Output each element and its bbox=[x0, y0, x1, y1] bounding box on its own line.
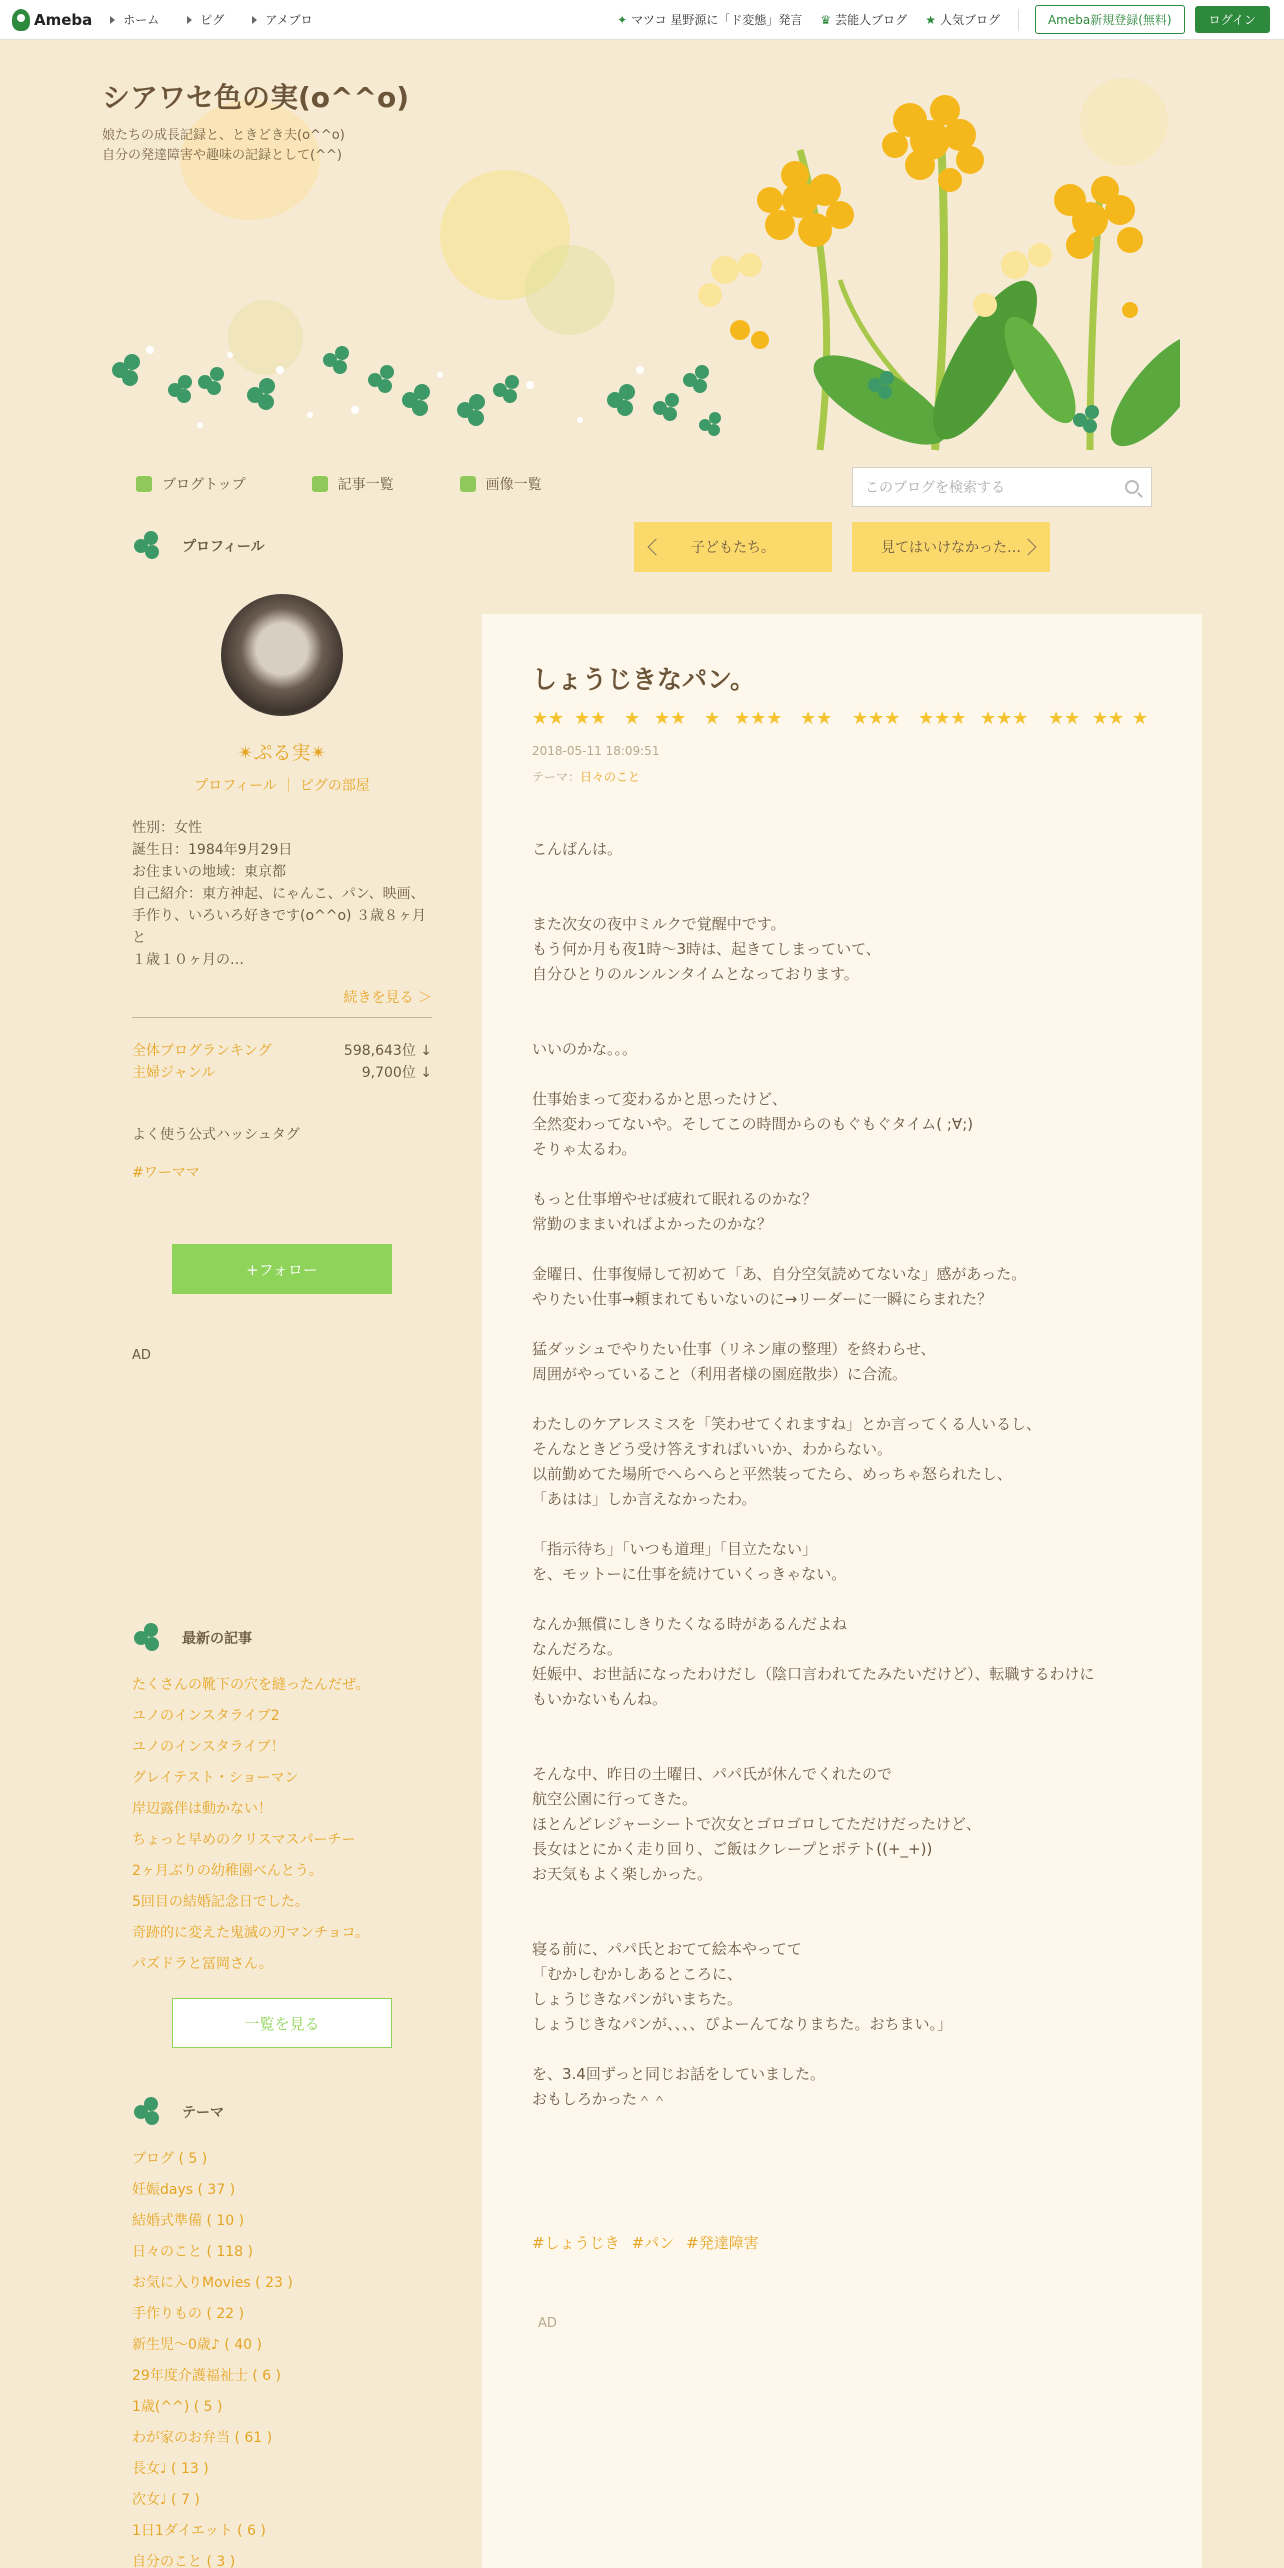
star-icon: ★ bbox=[925, 12, 936, 27]
crown-icon: ♛ bbox=[820, 12, 832, 27]
hashtag-link[interactable]: #しょうじき bbox=[532, 2234, 620, 2252]
prev-entry-button[interactable] bbox=[634, 522, 832, 572]
article-theme bbox=[532, 768, 1152, 785]
ameba-topbar bbox=[0, 0, 1284, 40]
article-title[interactable]: しょうじきなパン。 bbox=[532, 665, 756, 694]
profile-name[interactable]: ✴︎ぷる実✴︎ bbox=[237, 742, 327, 764]
blog-top-link[interactable] bbox=[136, 474, 246, 494]
article bbox=[482, 614, 1202, 2568]
chevron-left-icon bbox=[648, 539, 665, 556]
theme-link[interactable]: ブログ ( 5 ) bbox=[132, 2151, 208, 2167]
popular-blog-link[interactable] bbox=[925, 11, 1000, 28]
document-icon bbox=[136, 476, 152, 492]
profile-info-line: １歳１０ヶ月の… bbox=[132, 952, 244, 968]
ranking-overall-value: 598,643位 ↓ bbox=[343, 1043, 432, 1059]
top-right-links bbox=[599, 5, 1270, 34]
blog-top-label: ブログトップ bbox=[162, 477, 246, 493]
news-link-label: マツコ 星野源に「ド変態」発言 bbox=[631, 13, 803, 27]
next-entry-label: 見てはいけなかった… bbox=[881, 540, 1021, 556]
theme-link[interactable]: 妊娠days ( 37 ) bbox=[132, 2182, 236, 2198]
hashtag-link[interactable]: #発達障害 bbox=[686, 2234, 759, 2252]
profile-info-line: お住まいの地域：東京都 bbox=[132, 864, 286, 880]
ranking-overall-link[interactable]: 全体ブログランキング bbox=[132, 1043, 272, 1059]
next-entry-button[interactable] bbox=[852, 522, 1050, 572]
recent-entry-link[interactable]: 2ヶ月ぶりの幼稚園べんとう。 bbox=[132, 1863, 323, 1879]
profile-info-line: 誕生日：1984年9月29日 bbox=[132, 842, 293, 858]
profile-info-line: 手作り、いろいろ好きです(o^^o) ３歳８ヶ月と bbox=[132, 908, 426, 946]
profile-info bbox=[132, 817, 432, 971]
celebrity-blog-label: 芸能人ブログ bbox=[835, 13, 908, 27]
ranking-overall bbox=[132, 1040, 432, 1060]
article-hashtags bbox=[532, 2232, 771, 2253]
ameba-logo[interactable] bbox=[12, 9, 92, 31]
theme-link[interactable]: 自分のこと ( 3 ) bbox=[132, 2554, 236, 2568]
ranking-genre-link[interactable]: 主婦ジャンル bbox=[132, 1065, 216, 1081]
profile-heading bbox=[132, 528, 432, 564]
celebrity-blog-link[interactable] bbox=[820, 11, 907, 28]
recent-entry-link[interactable]: グレイテスト・ショーマン bbox=[132, 1770, 299, 1786]
news-link[interactable] bbox=[617, 11, 802, 28]
article-theme-label: テーマ： bbox=[532, 770, 581, 784]
themes-list bbox=[132, 2148, 432, 2568]
search-placeholder: このブログを検索する bbox=[865, 480, 1005, 496]
sidebar-ad-label: AD bbox=[132, 1348, 151, 1363]
ranking-genre bbox=[132, 1062, 432, 1082]
themes-heading-label: テーマ bbox=[182, 2105, 224, 2121]
star-divider: ★★ ★★ ★ ★★ ★ ★★★ ★★ ★★★ ★★★ ★★★ ★★ ★★ ★ bbox=[532, 708, 1149, 729]
divider bbox=[1018, 9, 1019, 31]
register-button[interactable]: Ameba新規登録(無料) bbox=[1035, 5, 1185, 34]
login-button[interactable]: ログイン bbox=[1195, 6, 1270, 33]
avatar[interactable] bbox=[221, 594, 343, 716]
sidebar bbox=[132, 528, 432, 1363]
view-all-entries-button[interactable]: 一覧を見る bbox=[172, 1998, 392, 2048]
theme-link[interactable]: 日々のこと ( 118 ) bbox=[132, 2244, 253, 2260]
search-icon[interactable] bbox=[1125, 480, 1139, 494]
blog-title[interactable]: シアワセ色の実(o^^o) bbox=[102, 81, 409, 114]
hashtag-link[interactable]: #ワーママ bbox=[132, 1165, 200, 1181]
popular-blog-label: 人気ブログ bbox=[939, 13, 1000, 27]
nav-ameblo-link[interactable]: アメブロ bbox=[252, 11, 312, 28]
recent-heading-label: 最新の記事 bbox=[182, 1631, 252, 1647]
blog-nav bbox=[136, 474, 608, 494]
hashtag-link[interactable]: #パン bbox=[631, 2234, 675, 2252]
copy-icon bbox=[312, 476, 328, 492]
theme-link[interactable]: 次女♩ ( 7 ) bbox=[132, 2492, 200, 2508]
entry-list-link[interactable] bbox=[312, 474, 394, 494]
sparkle-icon: ✦ bbox=[617, 12, 628, 27]
theme-link[interactable]: 29年度介護福祉士 ( 6 ) bbox=[132, 2368, 281, 2384]
chevron-right-icon bbox=[1020, 539, 1037, 556]
profile-info-line: 性別：女性 bbox=[132, 820, 202, 836]
recent-entry-link[interactable]: たくさんの靴下の穴を縫ったんだぜ。 bbox=[132, 1677, 370, 1693]
themes-heading bbox=[132, 2094, 432, 2130]
themes bbox=[132, 2094, 432, 2568]
blog-description bbox=[102, 126, 345, 166]
ameba-logo-text: Ameba bbox=[34, 10, 93, 29]
theme-link[interactable]: 1日1ダイエット ( 6 ) bbox=[132, 2523, 266, 2539]
nav-home-link[interactable]: ホーム bbox=[110, 11, 159, 28]
ranking-genre-value: 9,700位 ↓ bbox=[361, 1065, 432, 1081]
profile-heading-label: プロフィール bbox=[182, 539, 265, 555]
recent-entry-link[interactable]: ちょっと早めのクリスマスパーチー bbox=[132, 1832, 356, 1848]
theme-link[interactable]: 手作りもの ( 22 ) bbox=[132, 2306, 245, 2322]
recent-entries bbox=[132, 1620, 432, 2048]
recent-entry-link[interactable]: 5回目の結婚記念日でした。 bbox=[132, 1894, 309, 1910]
prev-entry-label: 子どもたち。 bbox=[691, 540, 775, 556]
profile-info-line: 自己紹介：東方神起、にゃんこ、パン、映画、 bbox=[132, 886, 425, 902]
follow-button[interactable]: +フォロー bbox=[172, 1244, 392, 1294]
entry-list-label: 記事一覧 bbox=[337, 477, 394, 493]
profile-links[interactable]: プロフィール ｜ ピグの部屋 bbox=[194, 778, 370, 794]
theme-link[interactable]: 長女♩ ( 13 ) bbox=[132, 2461, 209, 2477]
recent-heading bbox=[132, 1620, 432, 1656]
camera-icon bbox=[460, 476, 476, 492]
recent-entry-link[interactable]: 奇跡的に変えた鬼滅の刃マンチョコ。 bbox=[132, 1925, 370, 1941]
article-ad-label: AD bbox=[538, 2316, 557, 2331]
image-list-label: 画像一覧 bbox=[485, 477, 542, 493]
blog-description-line: 自分の発達障害や趣味の記録として(^^) bbox=[102, 148, 342, 163]
clover-icon bbox=[132, 1621, 166, 1655]
theme-link[interactable]: 新生児〜0歳♪ ( 40 ) bbox=[132, 2337, 262, 2353]
blog-search-input[interactable] bbox=[852, 467, 1152, 507]
article-body: こんばんは。 また次女の夜中ミルクで覚醒中です。 もう何か月も夜1時～3時は、起きてしまっていて、 自分ひとりのルンルンタイムとなっております。 いいのかな。。。 仕事始まって変わるかと思ったけど、 全然変わってないや。そしてこの時間からのもぐもぐタイム( ;∀;) そりゃ太るわ。 もっと仕事増やせば疲れて眠れるのかな？ 常勤のままいればよかったのかな？ 金曜日、仕事復帰して初めて「あ、自分空気読めてないな」感があった。 やりたい仕事→頼まれてもいないのに→リーダーに一瞬にらまれた？ 猛ダッシュでやりたい仕事（リネン庫の整理）を終わらせ、 周囲がやっていること（利用者様の園庭散歩）に合流。 わたしのケアレスミスを「笑わせてくれますね」とか言ってくる人いるし、 そんなときどう受け答えすればいいか、わからない。 以前勤めてた場所でへらへらと平然装ってたら、めっちゃ怒られたし、 「あはは」しか言えなかったわ。 「指示待ち」「いつも道理」「目立たない」 を、モットーに仕事を続けていくっきゃない。 なんか無償にしきりたくなる時があるんだよね なんだろな。 妊娠中、お世話になったわけだし（陰口言われてたみたいだけど）、転職するわけに もいかないもんね。 そんな中、昨日の土曜日、パパ氏が休んでくれたので 航空公園に行ってきた。 ほとんどレジャーシートで次女とゴロゴロしてただけだったけど、 長女はとにかく走り回り、ご飯はクレープとポテト((+_+)) お天気もよく楽しかった。 寝る前に、パパ氏とおてて絵本やってて 「むかしむかしあるところに、 しょうじきなパンがいまちた。 しょうじきなパンが、、、、ぴよーんてなりまちた。おちまい。」 を、3.4回ずっと同じお話をしていました。 おもしろかった＾＾ bbox=[532, 840, 1095, 2108]
theme-link[interactable]: 結婚式準備 ( 10 ) bbox=[132, 2213, 245, 2229]
top-nav bbox=[110, 11, 340, 28]
hashtag-heading: よく使う公式ハッシュタグ bbox=[132, 1127, 300, 1143]
theme-link[interactable]: 1歳(^^) ( 5 ) bbox=[132, 2399, 223, 2415]
clover-icon bbox=[132, 2095, 166, 2129]
nav-pigg-link[interactable]: ピグ bbox=[187, 11, 224, 28]
article-theme-link[interactable]: 日々のこと bbox=[580, 770, 641, 784]
recent-list bbox=[132, 1674, 432, 1984]
blog-header bbox=[0, 40, 1284, 460]
recent-entry-link[interactable]: 岸辺露伴は動かない！ bbox=[132, 1801, 272, 1817]
divider bbox=[132, 1017, 432, 1018]
recent-entry-link[interactable]: パズドラと冨岡さん。 bbox=[132, 1956, 273, 1972]
ameba-logo-icon bbox=[12, 9, 30, 31]
image-list-link[interactable] bbox=[460, 474, 542, 494]
article-date: 2018-05-11 18:09:51 bbox=[532, 744, 660, 758]
theme-link[interactable]: お気に入りMovies ( 23 ) bbox=[132, 2275, 293, 2291]
blog-description-line: 娘たちの成長記録と、ときどき夫(o^^o) bbox=[102, 128, 345, 143]
recent-entry-link[interactable]: ユノのインスタライブ2 bbox=[132, 1708, 280, 1724]
theme-link[interactable]: わが家のお弁当 ( 61 ) bbox=[132, 2430, 273, 2446]
profile-more-link[interactable]: 続きを見る ＞ bbox=[343, 990, 432, 1006]
recent-entry-link[interactable]: ユノのインスタライブ！ bbox=[132, 1739, 285, 1755]
clover-icon bbox=[132, 529, 166, 563]
